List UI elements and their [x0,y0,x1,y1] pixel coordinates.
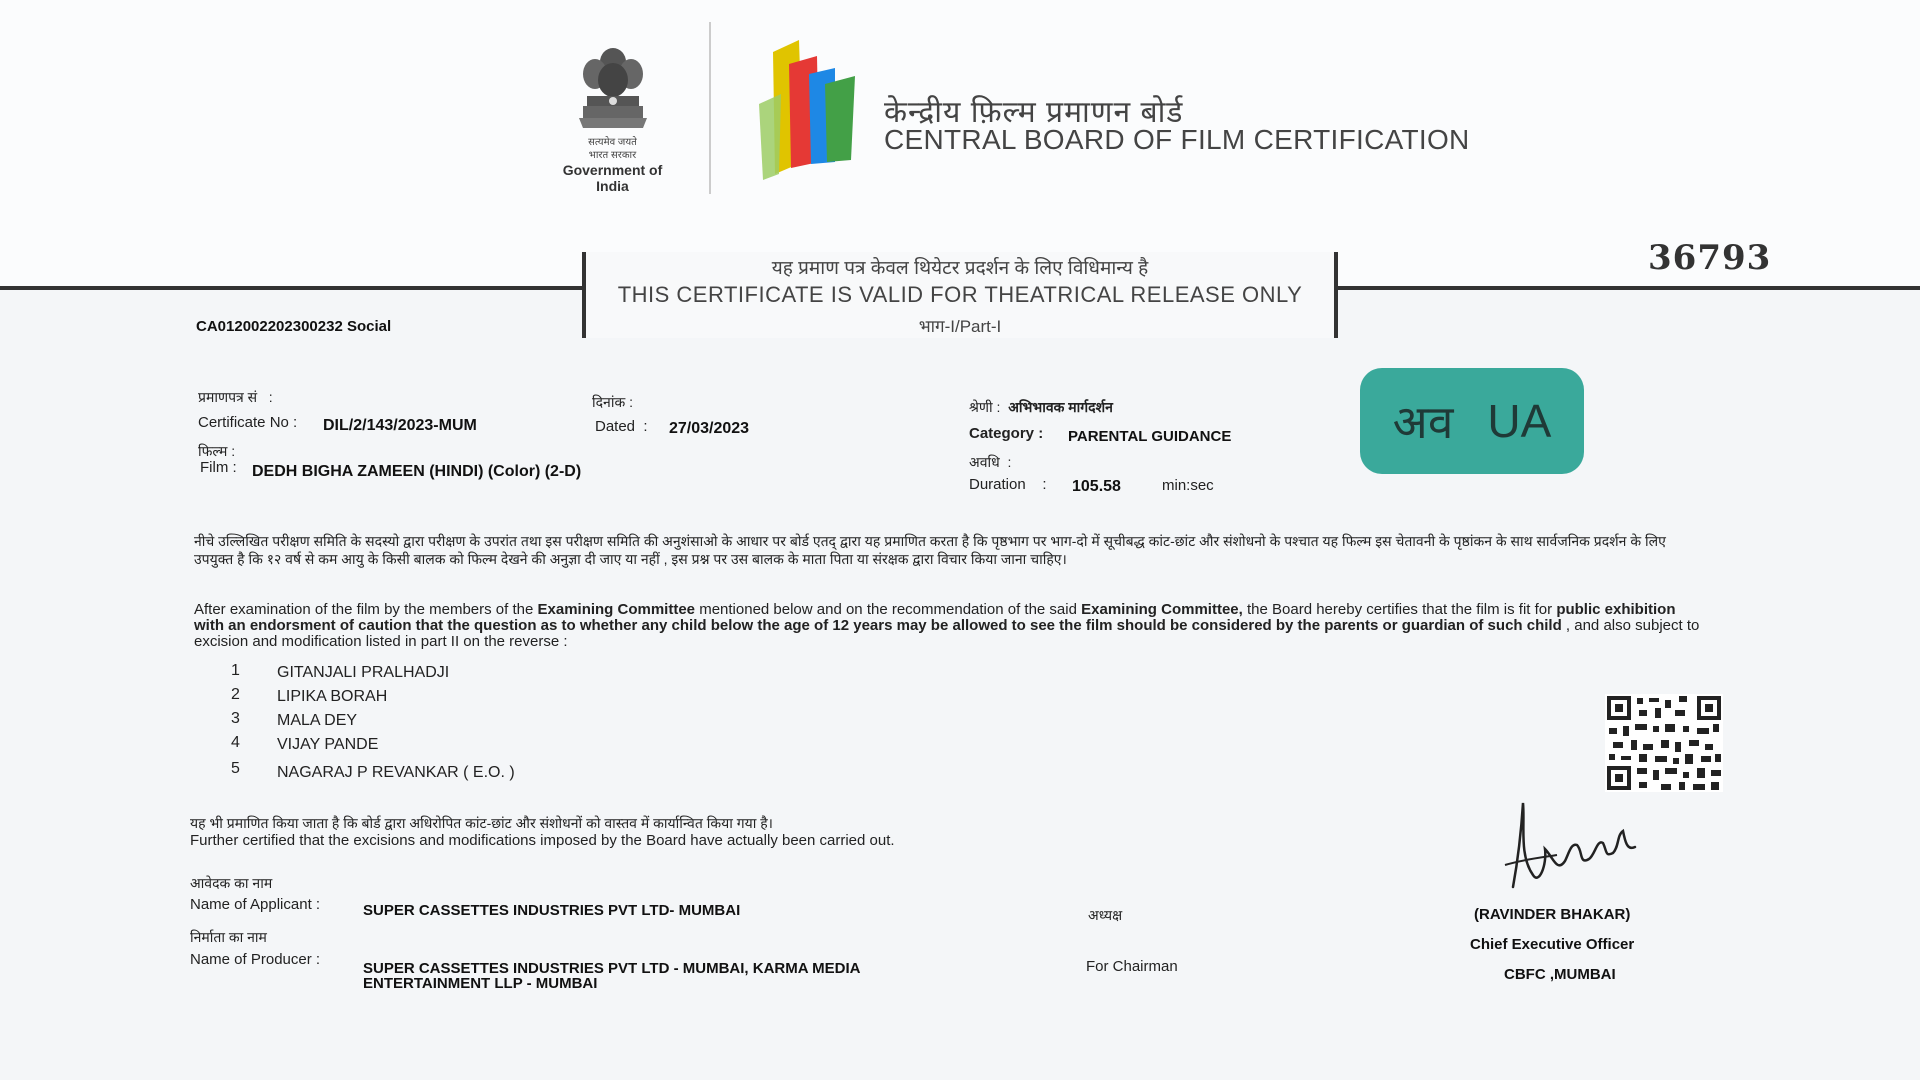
film-label: Film : [200,459,237,476]
duration-unit: min:sec [1162,477,1214,494]
member-name: NAGARAJ P REVANKAR ( E.O. ) [277,764,515,781]
producer-label: Name of Producer : [190,951,321,968]
category-label: Category : [969,425,1044,442]
validity-banner [582,252,1338,338]
member-name: GITANJALI PRALHADJI [277,664,450,681]
category-value: PARENTAL GUIDANCE [1068,428,1232,445]
date-label-hindi: दिनांक : [592,394,633,410]
for-chairman: For Chairman [1086,958,1178,975]
certificate-no-value: DIL/2/143/2023-MUM [323,417,477,434]
qr-code [1605,694,1723,792]
member-name: LIPIKA BORAH [277,688,388,705]
emblem-gov-english: Government of India [562,162,663,194]
producer-name-line1: SUPER CASSETTES INDUSTRIES PVT LTD - MUMBAI, KARMA MEDIA [363,960,861,977]
emblem-gov-hindi: भारत सरकार [588,150,637,161]
board-name-hindi: केन्द्रीय फ़िल्म प्रमाणन बोर्ड [884,96,1184,129]
member-number: 4 [231,734,240,751]
further-certified-hindi: यह भी प्रमाणित किया जाता है कि बोर्ड द्वारा अधिरोपित कांट-छांट और संशोधनों को वास्तव में कार्यान्वित किया गया है। [190,815,773,831]
chairman-hindi: अध्यक्ष [1088,907,1123,923]
film-title: DEDH BIGHA ZAMEEN (HINDI) (Color) (2-D) [252,463,582,480]
producer-label-hindi: निर्माता का नाम [190,929,267,945]
applicant-name: SUPER CASSETTES INDUSTRIES PVT LTD- MUMBAI [363,902,741,919]
rating-hindi: अव [1392,396,1454,448]
signature [1495,795,1645,895]
duration-label-hindi: अवधि : [969,454,1012,470]
ua-rating-badge [1360,368,1584,474]
rating-english: UA [1487,395,1552,447]
duration-value: 105.58 [1072,478,1121,495]
applicant-label: Name of Applicant : [190,896,321,913]
cbfc-logo [755,34,867,184]
member-name: MALA DEY [277,712,358,729]
certificate-no-label: Certificate No : [198,414,298,431]
film-label-hindi: फिल्म : [198,443,236,459]
applicant-label-hindi: आवेदक का नाम [190,875,273,891]
hindi-certification-paragraph: नीचे उल्लिखित परीक्षण समिति के सदस्यो द्वारा परीक्षण के उपरांत तथा इस परीक्षण समिति की अनुशंसाओ के आधार पर बोर्ड एतद् द्वारा यह प्रमाणित करता है कि पृष्ठभाग पर भाग-दो में सूचीबद्ध कांट-छांट और संशोधनो के पश्चात यह फिल्म इस चेतावनी के पृष्ठांकन के साथ सार्वजनिक प्रदर्शन के लिए उपयुक्त है कि १२ वर्ष से कम आयु के किसी बालक को फिल्म देखने की अनुज्ञा दी जाए या नहीं , इस प्रश्न पर उस बालक के माता पिता या संरक्षक द्वारा विचार किया जाना चाहिए। [194,533,1666,567]
english-certification-paragraph: After examination of the film by the members of the Examining Committee mentioned below and on the recommendation of the said Examining Committee, the Board hereby certifies that the film is fit for public exhibition with an endorsment of caution that the question as to whether any child below the age of 12 years may be allowed to see the film should be considered by the parents or guardian of such child , and also subject to excision and modification listed in part II on the reverse : [194,601,1700,650]
producer-name-line2: ENTERTAINMENT LLP - MUMBAI [363,975,598,992]
part-label: भाग-I/Part-I [918,317,1002,336]
date-value: 27/03/2023 [669,420,750,437]
certificate-no-label-hindi: प्रमाणपत्र सं : [198,389,273,405]
member-number: 2 [231,686,240,703]
member-number: 3 [231,710,240,727]
board-name-english: CENTRAL BOARD OF FILM CERTIFICATION [884,124,1470,155]
member-number: 1 [231,662,240,679]
signatory-title: Chief Executive Officer [1470,936,1635,953]
lion-capital-icon [573,44,653,136]
signatory-name: (RAVINDER BHAKAR) [1474,906,1631,923]
duration-label: Duration : [969,476,1047,493]
validity-hindi: यह प्रमाण पत्र केवल थियेटर प्रदर्शन के लिए विधिमान्य है [771,258,1149,279]
header-divider-left [0,286,582,290]
header-separator [709,22,711,194]
member-name: VIJAY PANDE [277,736,379,753]
member-number: 5 [231,760,240,777]
further-certified-english: Further certified that the excisions and modifications imposed by the Board have actually been carried out. [190,832,895,849]
serial-number: 36793 [1648,238,1772,278]
national-emblem [545,44,680,194]
header-divider-right [1330,286,1920,290]
emblem-motto: सत्यमेव जयते [588,137,637,148]
validity-english: THIS CERTIFICATE IS VALID FOR THEATRICAL RELEASE ONLY [617,282,1303,307]
signatory-office: CBFC ,MUMBAI [1504,966,1616,983]
category-label-hindi: श्रेणी : अभिभावक मार्गदर्शन [969,399,1113,415]
reference-number: CA012002202300232 Social [196,318,392,335]
date-label: Dated : [595,418,648,435]
